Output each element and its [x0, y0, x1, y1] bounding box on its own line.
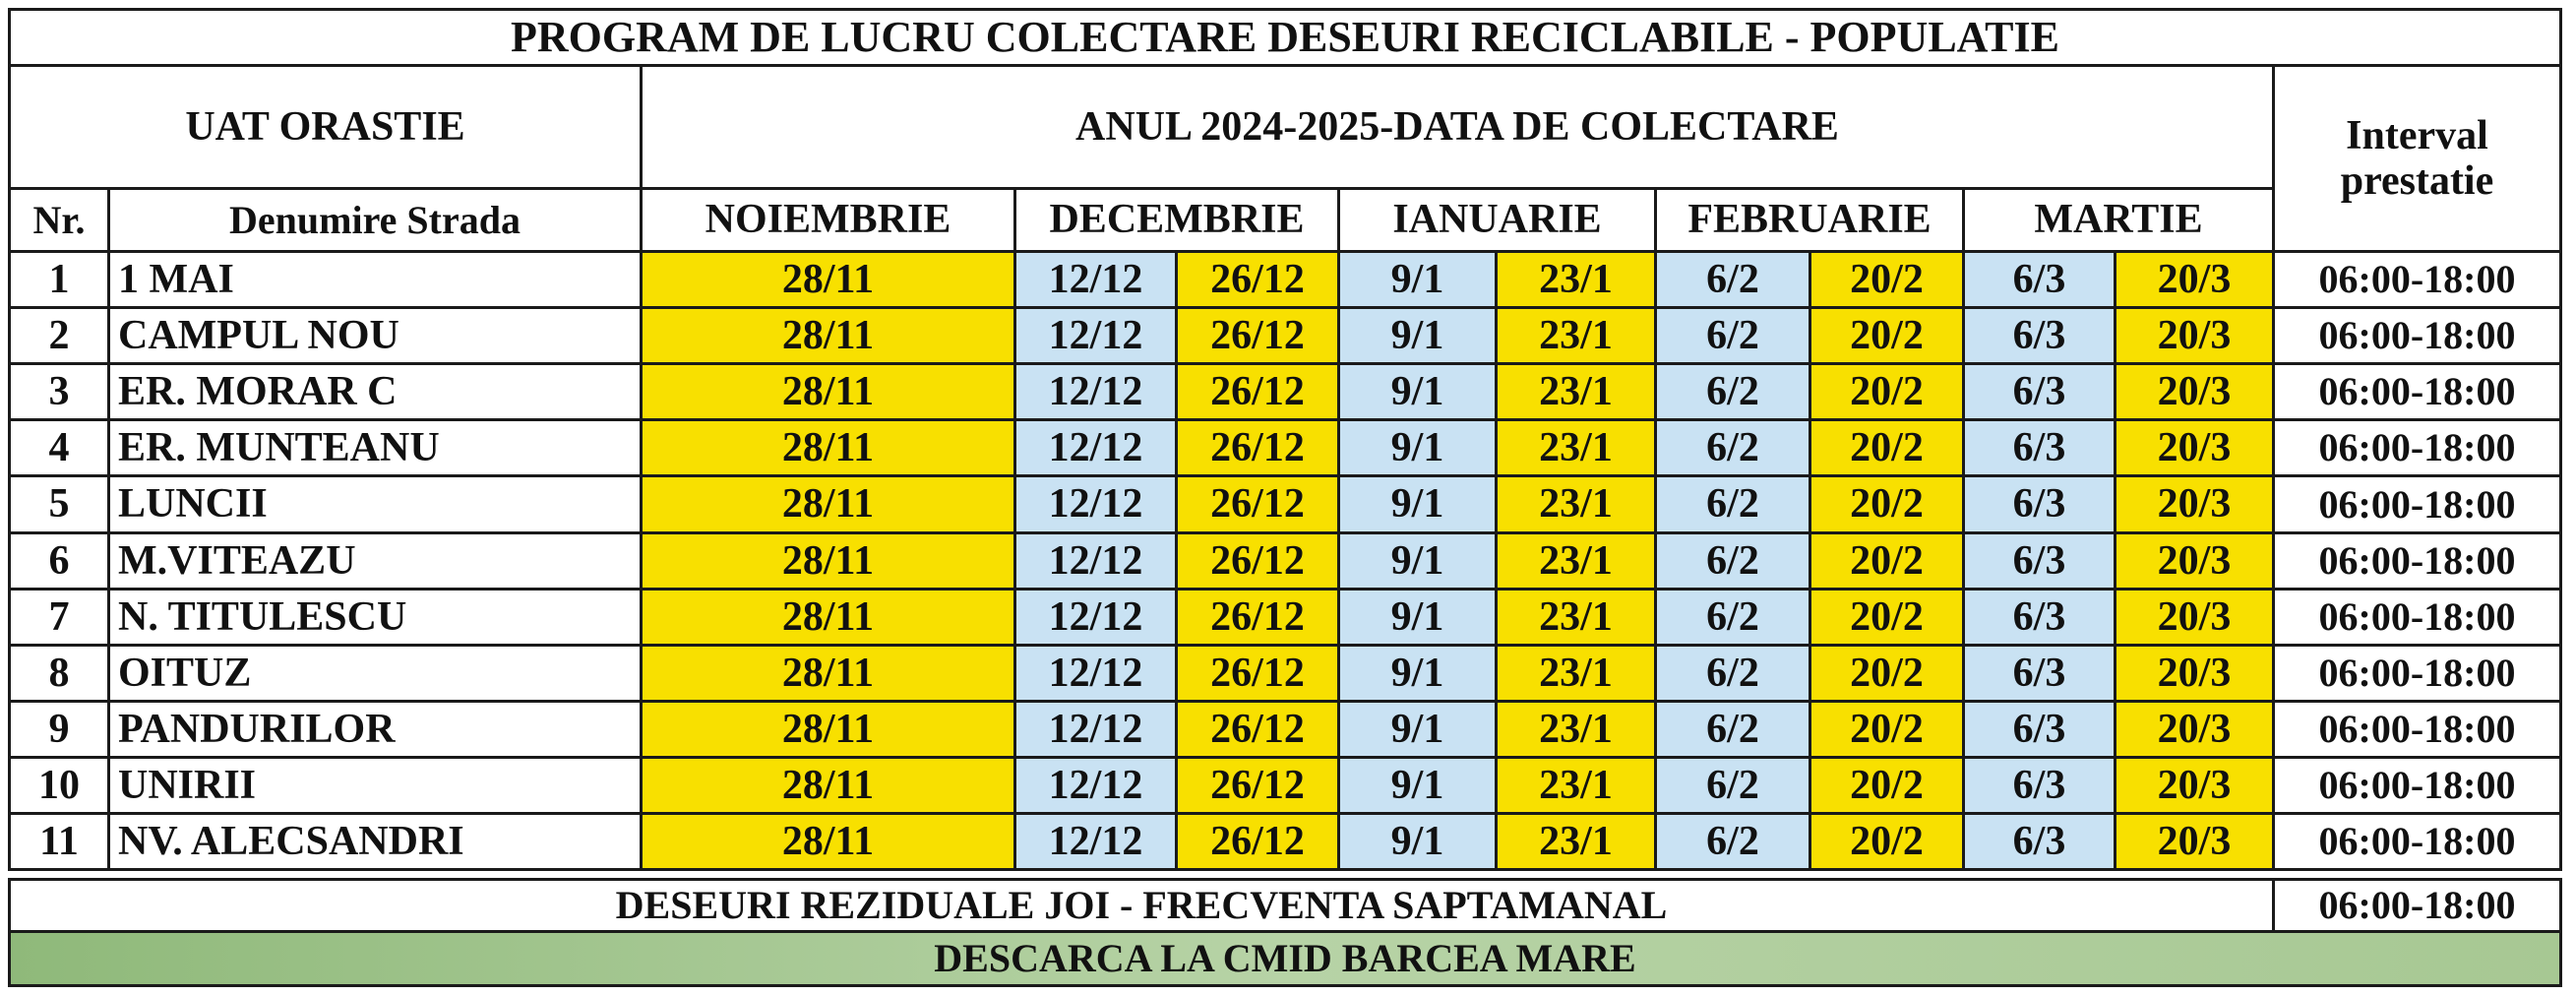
row-date-februarie-2: 20/2 [1809, 812, 1965, 871]
row-street: OITUZ [107, 644, 643, 703]
row-date-februarie-2: 20/2 [1809, 474, 1965, 534]
month-februarie: FEBRUARIE [1654, 187, 1965, 253]
row-date-martie-2: 20/3 [2114, 306, 2275, 365]
row-date-decembrie-2: 26/12 [1175, 756, 1340, 815]
month-martie: MARTIE [1962, 187, 2275, 253]
row-street: LUNCII [107, 474, 643, 534]
row-date-ianuarie-1: 9/1 [1337, 306, 1498, 365]
row-nr: 9 [8, 700, 110, 759]
row-date-ianuarie-1: 9/1 [1337, 756, 1498, 815]
row-date-decembrie-1: 12/12 [1013, 531, 1178, 591]
month-ianuarie: IANUARIE [1337, 187, 1657, 253]
row-date-ianuarie-2: 23/1 [1495, 756, 1657, 815]
row-interval: 06:00-18:00 [2272, 474, 2562, 534]
month-decembrie: DECEMBRIE [1013, 187, 1340, 253]
row-date-noiembrie: 28/11 [640, 588, 1016, 647]
row-date-noiembrie: 28/11 [640, 644, 1016, 703]
row-date-decembrie-1: 12/12 [1013, 812, 1178, 871]
row-date-martie-2: 20/3 [2114, 418, 2275, 477]
row-date-februarie-2: 20/2 [1809, 700, 1965, 759]
row-date-decembrie-2: 26/12 [1175, 418, 1340, 477]
row-date-ianuarie-1: 9/1 [1337, 531, 1498, 591]
row-date-decembrie-2: 26/12 [1175, 474, 1340, 534]
row-date-ianuarie-2: 23/1 [1495, 588, 1657, 647]
row-interval: 06:00-18:00 [2272, 306, 2562, 365]
row-date-decembrie-1: 12/12 [1013, 474, 1178, 534]
row-street: 1 MAI [107, 250, 643, 309]
interval-header [2272, 64, 2562, 253]
row-date-ianuarie-2: 23/1 [1495, 362, 1657, 421]
row-date-decembrie-2: 26/12 [1175, 250, 1340, 309]
row-date-ianuarie-1: 9/1 [1337, 362, 1498, 421]
row-nr: 10 [8, 756, 110, 815]
interval-header-text: Interval prestatie [2340, 112, 2494, 204]
row-date-februarie-1: 6/2 [1654, 756, 1811, 815]
row-date-noiembrie: 28/11 [640, 812, 1016, 871]
row-date-martie-2: 20/3 [2114, 250, 2275, 309]
row-date-noiembrie: 28/11 [640, 362, 1016, 421]
row-date-decembrie-1: 12/12 [1013, 756, 1178, 815]
row-date-ianuarie-2: 23/1 [1495, 418, 1657, 477]
row-date-martie-2: 20/3 [2114, 531, 2275, 591]
row-date-decembrie-2: 26/12 [1175, 588, 1340, 647]
row-date-martie-2: 20/3 [2114, 474, 2275, 534]
row-date-decembrie-1: 12/12 [1013, 250, 1178, 309]
row-date-ianuarie-1: 9/1 [1337, 812, 1498, 871]
row-nr: 11 [8, 812, 110, 871]
row-nr: 5 [8, 474, 110, 534]
row-date-ianuarie-2: 23/1 [1495, 250, 1657, 309]
row-date-februarie-1: 6/2 [1654, 644, 1811, 703]
row-interval: 06:00-18:00 [2272, 250, 2562, 309]
row-date-decembrie-1: 12/12 [1013, 362, 1178, 421]
row-date-ianuarie-2: 23/1 [1495, 812, 1657, 871]
row-interval: 06:00-18:00 [2272, 812, 2562, 871]
row-date-decembrie-1: 12/12 [1013, 588, 1178, 647]
row-nr: 4 [8, 418, 110, 477]
row-date-martie-1: 6/3 [1962, 474, 2116, 534]
row-date-februarie-2: 20/2 [1809, 588, 1965, 647]
row-date-noiembrie: 28/11 [640, 700, 1016, 759]
row-date-martie-1: 6/3 [1962, 588, 2116, 647]
row-date-februarie-2: 20/2 [1809, 418, 1965, 477]
row-date-februarie-2: 20/2 [1809, 644, 1965, 703]
row-date-februarie-1: 6/2 [1654, 306, 1811, 365]
row-date-februarie-2: 20/2 [1809, 362, 1965, 421]
row-date-martie-1: 6/3 [1962, 644, 2116, 703]
row-date-martie-1: 6/3 [1962, 418, 2116, 477]
year-label: ANUL 2024-2025-DATA DE COLECTARE [640, 64, 2275, 190]
row-date-ianuarie-1: 9/1 [1337, 474, 1498, 534]
row-street: N. TITULESCU [107, 588, 643, 647]
row-nr: 8 [8, 644, 110, 703]
row-date-noiembrie: 28/11 [640, 418, 1016, 477]
row-date-decembrie-2: 26/12 [1175, 362, 1340, 421]
uat-label: UAT ORASTIE [8, 64, 643, 190]
row-date-martie-1: 6/3 [1962, 812, 2116, 871]
row-date-martie-2: 20/3 [2114, 700, 2275, 759]
row-date-martie-2: 20/3 [2114, 362, 2275, 421]
row-date-ianuarie-2: 23/1 [1495, 474, 1657, 534]
row-nr: 6 [8, 531, 110, 591]
row-date-februarie-1: 6/2 [1654, 588, 1811, 647]
row-date-martie-2: 20/3 [2114, 588, 2275, 647]
row-nr: 3 [8, 362, 110, 421]
row-date-ianuarie-2: 23/1 [1495, 700, 1657, 759]
month-noiembrie: NOIEMBRIE [640, 187, 1016, 253]
row-date-martie-1: 6/3 [1962, 250, 2116, 309]
row-date-februarie-1: 6/2 [1654, 362, 1811, 421]
row-interval: 06:00-18:00 [2272, 588, 2562, 647]
row-date-ianuarie-2: 23/1 [1495, 644, 1657, 703]
row-date-februarie-2: 20/2 [1809, 756, 1965, 815]
row-interval: 06:00-18:00 [2272, 531, 2562, 591]
row-date-decembrie-1: 12/12 [1013, 306, 1178, 365]
row-nr: 2 [8, 306, 110, 365]
row-date-februarie-2: 20/2 [1809, 250, 1965, 309]
row-date-februarie-2: 20/2 [1809, 306, 1965, 365]
row-interval: 06:00-18:00 [2272, 700, 2562, 759]
row-date-martie-1: 6/3 [1962, 306, 2116, 365]
row-date-martie-1: 6/3 [1962, 700, 2116, 759]
residual-waste-note: DESEURI REZIDUALE JOI - FRECVENTA SAPTAMANAL [8, 878, 2275, 933]
row-date-februarie-1: 6/2 [1654, 250, 1811, 309]
discharge-note: DESCARCA LA CMID BARCEA MARE [8, 930, 2562, 987]
row-date-decembrie-1: 12/12 [1013, 644, 1178, 703]
row-date-noiembrie: 28/11 [640, 756, 1016, 815]
row-date-ianuarie-1: 9/1 [1337, 588, 1498, 647]
row-date-ianuarie-2: 23/1 [1495, 531, 1657, 591]
row-street: ER. MORAR C [107, 362, 643, 421]
row-date-decembrie-1: 12/12 [1013, 418, 1178, 477]
row-date-decembrie-2: 26/12 [1175, 700, 1340, 759]
nr-header: Nr. [8, 187, 110, 253]
row-date-noiembrie: 28/11 [640, 531, 1016, 591]
row-date-ianuarie-1: 9/1 [1337, 250, 1498, 309]
row-street: UNIRII [107, 756, 643, 815]
row-date-decembrie-2: 26/12 [1175, 644, 1340, 703]
row-interval: 06:00-18:00 [2272, 644, 2562, 703]
schedule-title: PROGRAM DE LUCRU COLECTARE DESEURI RECICLABILE - POPULATIE [8, 8, 2562, 67]
row-date-decembrie-2: 26/12 [1175, 812, 1340, 871]
row-date-noiembrie: 28/11 [640, 474, 1016, 534]
row-date-decembrie-1: 12/12 [1013, 700, 1178, 759]
row-date-noiembrie: 28/11 [640, 250, 1016, 309]
row-street: ER. MUNTEANU [107, 418, 643, 477]
row-date-ianuarie-1: 9/1 [1337, 644, 1498, 703]
residual-interval: 06:00-18:00 [2272, 878, 2562, 933]
row-street: NV. ALECSANDRI [107, 812, 643, 871]
row-date-februarie-1: 6/2 [1654, 418, 1811, 477]
row-date-februarie-1: 6/2 [1654, 812, 1811, 871]
row-date-decembrie-2: 26/12 [1175, 531, 1340, 591]
row-date-martie-1: 6/3 [1962, 531, 2116, 591]
row-date-februarie-1: 6/2 [1654, 474, 1811, 534]
row-date-februarie-1: 6/2 [1654, 531, 1811, 591]
row-date-februarie-2: 20/2 [1809, 531, 1965, 591]
row-date-martie-2: 20/3 [2114, 644, 2275, 703]
row-street: CAMPUL NOU [107, 306, 643, 365]
row-date-ianuarie-1: 9/1 [1337, 418, 1498, 477]
row-date-martie-2: 20/3 [2114, 812, 2275, 871]
row-street: M.VITEAZU [107, 531, 643, 591]
row-date-martie-1: 6/3 [1962, 362, 2116, 421]
row-date-ianuarie-2: 23/1 [1495, 306, 1657, 365]
row-date-decembrie-2: 26/12 [1175, 306, 1340, 365]
street-header: Denumire Strada [107, 187, 643, 253]
row-interval: 06:00-18:00 [2272, 418, 2562, 477]
row-date-martie-1: 6/3 [1962, 756, 2116, 815]
row-nr: 1 [8, 250, 110, 309]
row-date-februarie-1: 6/2 [1654, 700, 1811, 759]
row-date-noiembrie: 28/11 [640, 306, 1016, 365]
row-interval: 06:00-18:00 [2272, 362, 2562, 421]
row-street: PANDURILOR [107, 700, 643, 759]
row-date-martie-2: 20/3 [2114, 756, 2275, 815]
row-interval: 06:00-18:00 [2272, 756, 2562, 815]
row-date-ianuarie-1: 9/1 [1337, 700, 1498, 759]
row-nr: 7 [8, 588, 110, 647]
